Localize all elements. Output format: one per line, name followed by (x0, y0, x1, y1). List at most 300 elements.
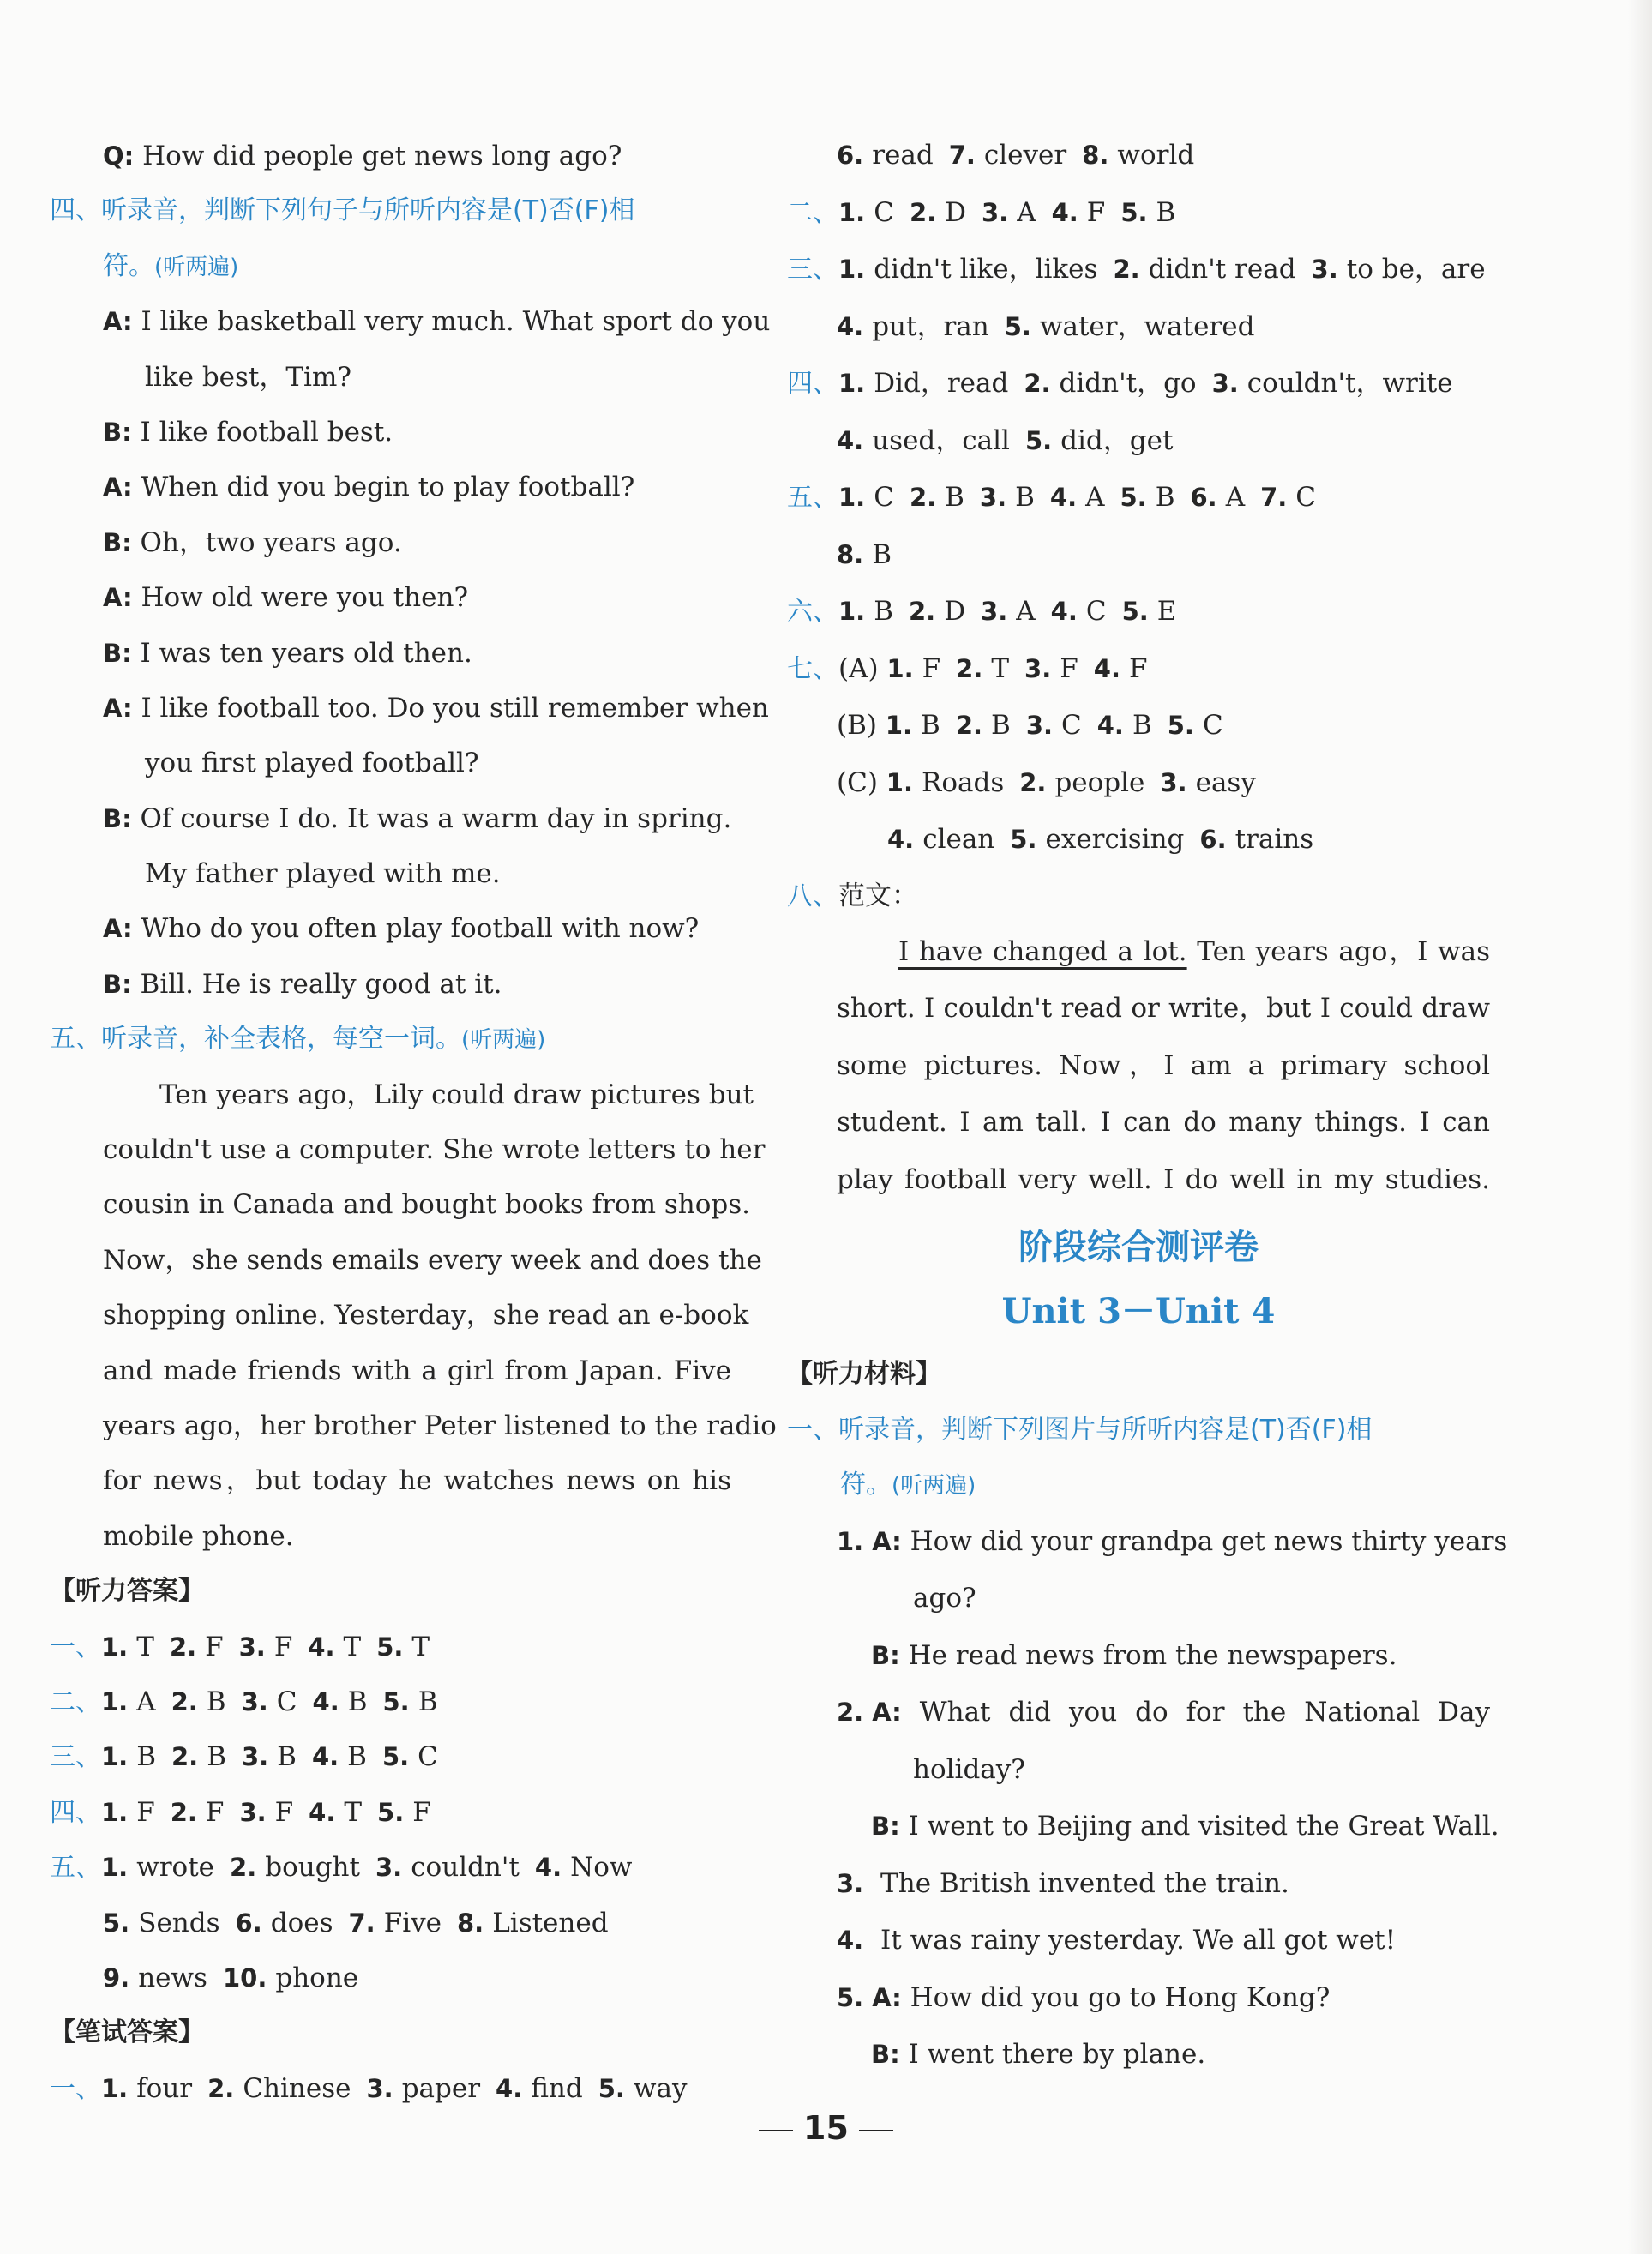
item-number: 8. (1082, 141, 1109, 170)
section-number: 二、 (787, 197, 838, 228)
dialog-line (50, 901, 731, 956)
item-number: 2. (909, 483, 937, 512)
dialog-line (50, 846, 731, 901)
answer-value: B (945, 482, 964, 513)
answer-value: C (874, 482, 894, 513)
answer-value: didn't，go (1059, 368, 1197, 399)
section-number: 四、 (50, 1797, 101, 1828)
item-number: 3. (837, 1868, 864, 1898)
essay-line: play football very well. I do well in my studies. (837, 1163, 1490, 1195)
answer-value: B (277, 1741, 297, 1773)
answer-value: B (991, 710, 1011, 741)
answer-row (787, 355, 1490, 412)
passage-line: years ago，her brother Peter listened to the radio (103, 1410, 777, 1441)
speaker-label: B: (871, 1812, 900, 1842)
listening-item (787, 1798, 1499, 1855)
listening-item (787, 1969, 1490, 2027)
section-number: 四、 (787, 369, 838, 399)
answer-value: trains (1234, 824, 1314, 855)
answer-value: couldn't (411, 1852, 520, 1884)
part-label: (B) (837, 710, 877, 741)
item-number: 3. (1311, 255, 1338, 284)
listening-item (787, 1570, 1490, 1627)
answer-row (787, 469, 1490, 526)
item-text: How did you go to Hong Kong? (901, 1981, 1331, 2013)
speaker-label: A: (872, 1698, 902, 1728)
section-number: 一、 (50, 1632, 101, 1662)
item-number: 7. (1260, 483, 1288, 512)
dialog-line (50, 626, 731, 681)
speaker-label: B: (103, 638, 132, 668)
answer-value: exercising (1045, 824, 1185, 855)
item-number: 3. (238, 1632, 266, 1662)
section-number: 五、 (787, 483, 838, 513)
item-number: 2. (1019, 767, 1047, 797)
item-number: 9. (103, 1962, 130, 1993)
speaker-label: A: (103, 307, 133, 337)
answer-value: people (1054, 766, 1145, 798)
dialog-line (50, 681, 769, 736)
answer-value: B (206, 1686, 226, 1717)
answer-row (787, 241, 1490, 298)
item-number: 1. (101, 1853, 129, 1883)
speaker-label: B: (103, 803, 132, 833)
item-number: 1. (838, 255, 866, 284)
listening-items (787, 1513, 1508, 2083)
answer-value: F (1060, 652, 1078, 684)
answer-row (50, 2061, 731, 2116)
item-number: 4. (1050, 597, 1078, 626)
answer-value: four (136, 2072, 193, 2104)
dialog-line (50, 405, 731, 460)
answer-value: B (347, 1686, 368, 1717)
item-number: 2. (1113, 255, 1140, 284)
answer-value: A (1225, 482, 1246, 513)
answer-value: B (1156, 196, 1176, 228)
answer-row (50, 1620, 731, 1674)
answer-value: Now (570, 1852, 633, 1884)
dialog-line (50, 736, 731, 790)
answer-value: B (1132, 710, 1152, 741)
item-number: 3. (979, 483, 1007, 512)
answer-value: F (274, 1796, 294, 1828)
answer-value: clever (983, 140, 1067, 171)
answer-value: B (1015, 482, 1035, 513)
material-title: 【听力材料】 (787, 1359, 941, 1390)
listening-item (787, 1912, 1490, 1969)
answer-value: B (874, 596, 893, 627)
item-number: 6. (837, 141, 864, 170)
answer-value: D (945, 196, 966, 228)
dialog-line (50, 791, 731, 846)
answer-value: way (633, 2072, 688, 2104)
item-number: 5. (1167, 711, 1194, 740)
item-number: 3. (1024, 653, 1052, 683)
answer-row (787, 640, 1490, 698)
dialog-line (50, 515, 731, 570)
item-number: 3. (366, 2073, 393, 2103)
item-number: 5. (381, 1742, 410, 1772)
answer-row (787, 811, 1490, 869)
answer-value: couldn't，write (1247, 368, 1453, 399)
item-number: 1. (101, 1742, 129, 1772)
essay-first-line: I have changed a lot. Ten years ago，I was (898, 935, 1490, 967)
passage-line: couldn't use a computer. She wrote letters to her (103, 1134, 766, 1166)
item-number: 2. (207, 2073, 235, 2103)
item-number: 3. (239, 1797, 267, 1827)
item-number: 3. (241, 1686, 268, 1716)
answer-row (787, 298, 1490, 356)
listening-item (787, 1741, 1490, 1799)
dialog-text: Oh，two years ago. (131, 526, 402, 558)
answer-value: B (347, 1741, 367, 1773)
answer-row (787, 754, 1490, 812)
item-number: 3. (1211, 369, 1239, 398)
answer-value: C (1295, 482, 1317, 513)
item-number: 3. (981, 597, 1008, 626)
answer-value: didn't read (1148, 254, 1296, 285)
item-number: 1. (101, 2073, 129, 2103)
answer-row (787, 697, 1490, 754)
item-number: 4. (837, 311, 864, 341)
answer-value: world (1117, 140, 1195, 171)
item-number: 2. (171, 1686, 198, 1716)
dialog-text: Bill. He is really good at it. (131, 968, 502, 1000)
answer-value: put，ran (872, 310, 989, 342)
answer-value: Did，read (874, 368, 1009, 399)
speaker-label: A: (872, 1982, 902, 2012)
answer-value: A (1017, 196, 1036, 228)
item-number: 6. (235, 1908, 262, 1938)
item-number: 1. (838, 369, 866, 398)
answer-value: F (1086, 196, 1106, 228)
speaker-label: A: (103, 693, 133, 723)
passage-line: mobile phone. (103, 1520, 294, 1552)
listening-item (787, 2026, 1490, 2083)
item-number: 4. (309, 1797, 336, 1827)
answer-row (50, 1896, 731, 1950)
listening-item (787, 1855, 1490, 1913)
dialog-text: I like basketball very much. What sport do you (132, 306, 771, 338)
written-answers-first (50, 2061, 731, 2116)
answer-value: B (872, 538, 892, 570)
answer-value: T (136, 1631, 154, 1662)
answer-value: clean (922, 824, 995, 855)
answer-value: B (207, 1741, 226, 1773)
dialog-text: Of course I do. It was a warm day in spring. (131, 802, 732, 834)
answer-value: paper (401, 2072, 481, 2104)
dialog-text: My father played with me. (145, 858, 501, 890)
answer-value: F (273, 1631, 293, 1662)
answer-value: wrote (136, 1852, 215, 1884)
answer-value: D (944, 596, 966, 627)
dialog-line (50, 294, 771, 349)
item-number: 5. (837, 1982, 864, 2012)
section-number: 三、 (787, 255, 838, 285)
answer-value: read (872, 140, 934, 171)
answer-value: F (1128, 652, 1148, 684)
item-number: 7. (948, 141, 976, 170)
answer-value: to be，are (1346, 254, 1486, 285)
listening-item (787, 1684, 1490, 1741)
item-number: 5. (1004, 311, 1031, 341)
item-number: 10. (222, 1962, 267, 1993)
answer-value: did，get (1060, 424, 1174, 456)
answer-value: F (205, 1796, 225, 1828)
passage-line: and made friends with a girl from Japan. Five (103, 1355, 731, 1386)
dialog-text: I like football best. (131, 416, 393, 448)
item-number: 7. (348, 1908, 375, 1938)
dialog-line (50, 350, 731, 405)
listening-item (787, 1627, 1490, 1685)
speaker-label: A: (103, 583, 133, 613)
item-number: 4. (496, 2073, 523, 2103)
listening-item (787, 1513, 1508, 1571)
item-number: 4. (312, 1686, 339, 1716)
answer-value: C (418, 1741, 438, 1773)
item-number: 2. (169, 1632, 197, 1662)
answer-value: phone (275, 1962, 359, 1993)
answer-value: C (1061, 710, 1082, 741)
item-number: 1. (101, 1686, 129, 1716)
answer-value: A (1085, 482, 1105, 513)
answer-value: does (270, 1907, 333, 1938)
item-number: 5. (1010, 825, 1037, 854)
speaker-label: B: (871, 1640, 900, 1670)
answer-value: C (1202, 710, 1223, 741)
section-number: 一、 (50, 2073, 101, 2104)
answer-value: E (1156, 596, 1177, 627)
item-number: 5. (1121, 597, 1149, 626)
item-number: 4. (837, 425, 864, 455)
answer-value: Roads (921, 766, 1005, 798)
item-number: 3. (375, 1853, 403, 1883)
item-number: 5. (382, 1686, 410, 1716)
passage-line: cousin in Canada and bought books from shops. (103, 1189, 751, 1221)
speaker-label: B: (871, 2040, 900, 2070)
speaker-label: B: (103, 417, 132, 447)
item-number: 1. (838, 197, 866, 227)
answer-row (787, 184, 1490, 242)
unit-title: Unit 3－Unit 4 (1001, 1291, 1276, 1332)
section-number: 七、 (787, 653, 838, 684)
item-number: 2. (230, 1853, 257, 1883)
part-label: (C) (837, 766, 878, 798)
page-edge-shadow (1628, 0, 1652, 2254)
item-number: 3. (1160, 767, 1187, 797)
section-1-heading-cont: 符。(听两遍) (840, 1470, 976, 1500)
listening-answers (50, 1620, 731, 2006)
answer-value: C (1085, 596, 1107, 627)
item-number: 4. (1051, 197, 1078, 227)
item-number: 1. (886, 767, 913, 797)
item-number: 5. (598, 2073, 625, 2103)
item-text: ago? (913, 1583, 976, 1614)
listening-answers-title: 【听力答案】 (50, 1576, 204, 1607)
answer-value: A (136, 1686, 156, 1717)
section-number: 二、 (50, 1686, 101, 1717)
dialog-line (50, 460, 731, 514)
item-number: 1. (838, 597, 866, 626)
item-number: 3. (1025, 711, 1054, 740)
passage-line: Now，she sends emails every week and does the (103, 1244, 762, 1276)
answer-row (787, 127, 1490, 184)
answer-value: find (531, 2072, 583, 2104)
dialog-text: I like football too. Do you still remember when (132, 692, 769, 724)
item-number: 2. (837, 1698, 864, 1728)
item-number: 1. (837, 1526, 864, 1556)
answer-row (787, 526, 1490, 584)
answer-row (50, 1950, 731, 2005)
item-number: 1. (101, 1797, 129, 1827)
dialog (50, 294, 771, 1012)
q-line: Q: How did people get news long ago? (103, 141, 622, 171)
answer-row (50, 1785, 731, 1840)
item-text: holiday? (913, 1753, 1025, 1785)
item-number: 5. (1024, 425, 1053, 455)
section-5-heading: 五、听录音，补全表格，每空一词。(听两遍) (50, 1024, 546, 1055)
answer-row (50, 1729, 731, 1784)
section-8-heading: 八、范文： (787, 880, 918, 911)
answer-value: Five (383, 1907, 442, 1938)
dialog-line (50, 570, 731, 625)
item-text: The British invented the train. (872, 1867, 1289, 1899)
answer-value: used，call (872, 424, 1010, 456)
item-text: It was rainy yesterday. We all got wet! (872, 1925, 1397, 1956)
item-number: 4. (1093, 653, 1120, 683)
item-number: 1. (101, 1632, 129, 1662)
item-number: 5. (1120, 197, 1148, 227)
stage-title: 阶段综合测评卷 (1018, 1228, 1259, 1268)
item-number: 2. (171, 1742, 199, 1772)
speaker-label: A: (103, 914, 133, 944)
answer-value: T (411, 1631, 430, 1662)
item-number: 8. (837, 539, 864, 569)
essay-line: short. I couldn't read or write，but I could draw (837, 993, 1490, 1025)
item-text: I went there by plane. (899, 2039, 1206, 2071)
item-number: 1. (886, 653, 914, 683)
speaker-label: B: (103, 527, 132, 557)
item-number: 2. (908, 597, 936, 626)
answer-row (787, 412, 1490, 470)
part-label: (A) (838, 652, 879, 684)
passage (50, 1067, 777, 1565)
answer-value: F (136, 1796, 155, 1828)
dialog-text: When did you begin to play football? (132, 472, 635, 503)
dialog-text: Who do you often play football with now? (132, 913, 700, 945)
answer-value: F (922, 652, 941, 684)
item-number: 2. (955, 711, 983, 740)
section-4-heading-cont: 符。(听两遍) (103, 250, 239, 281)
dialog-text: I was ten years old then. (131, 637, 472, 669)
section-number: 六、 (787, 597, 838, 627)
page-number: 15 (0, 2109, 1652, 2147)
item-number: 4. (1049, 483, 1078, 512)
left-column (50, 129, 777, 2116)
item-number: 2. (956, 653, 983, 683)
section-number: 三、 (50, 1742, 101, 1773)
answer-value: Listened (492, 1907, 609, 1938)
item-number: 2. (1024, 369, 1051, 398)
dialog-line (50, 957, 731, 1012)
answer-value: T (344, 1796, 363, 1828)
item-number: 3. (241, 1742, 269, 1772)
dialog-text: How old were you then? (132, 582, 469, 614)
answer-value: easy (1195, 766, 1256, 798)
answer-row (50, 1840, 731, 1895)
item-number: 1. (885, 711, 913, 740)
answer-value: C (276, 1686, 297, 1717)
answer-value: B (921, 710, 940, 741)
item-number: 5. (377, 1797, 405, 1827)
right-column (787, 127, 1508, 2083)
item-number: 8. (456, 1908, 484, 1938)
answer-value: bought (265, 1852, 360, 1884)
answer-value: T (991, 652, 1010, 684)
item-number: 4. (1096, 711, 1124, 740)
speaker-label: B: (103, 969, 132, 999)
section-4-heading: 四、听录音，判断下列句子与所听内容是(T)否(F)相 (50, 195, 635, 226)
passage-line: Ten years ago，Lily could draw pictures but (159, 1079, 754, 1110)
item-number: 1. (838, 483, 866, 512)
speaker-label: A: (872, 1526, 902, 1556)
item-text: I went to Beijing and visited the Great Wall. (899, 1811, 1499, 1842)
dash-left (759, 2130, 793, 2131)
answer-value: Sends (138, 1907, 220, 1938)
section-number: 五、 (50, 1853, 101, 1884)
dialog-text: like best，Tim? (145, 361, 351, 393)
item-number: 3. (982, 197, 1009, 227)
answer-value: water，watered (1039, 310, 1255, 342)
answer-value: Chinese (243, 2072, 351, 2104)
item-number: 6. (1199, 825, 1227, 854)
section-1-heading: 一、听录音，判断下列图片与所听内容是(T)否(F)相 (787, 1414, 1373, 1445)
passage-line: for news，but today he watches news on his (103, 1465, 731, 1497)
speaker-label: A: (103, 472, 133, 502)
item-text: How did your grandpa get news thirty years (901, 1525, 1508, 1557)
item-number: 4. (308, 1632, 335, 1662)
answer-value: B (136, 1741, 156, 1773)
answer-value: F (412, 1796, 431, 1828)
essay-line: student. I am tall. I can do many things. I can (837, 1107, 1490, 1139)
answer-row (787, 583, 1490, 640)
item-text: He read news from the newspapers. (899, 1639, 1397, 1671)
answer-value: F (205, 1631, 224, 1662)
essay (787, 980, 1490, 1208)
answer-row (50, 1674, 731, 1729)
item-number: 4. (887, 825, 915, 854)
answer-value: C (874, 196, 894, 228)
item-number: 2. (909, 197, 937, 227)
answer-value: didn't like，likes (874, 254, 1098, 285)
item-number: 4. (837, 1926, 864, 1956)
item-number: 4. (311, 1742, 339, 1772)
passage-line: shopping online. Yesterday，she read an e-book (103, 1300, 749, 1331)
answer-value: T (343, 1631, 362, 1662)
item-number: 5. (376, 1632, 404, 1662)
dash-right (859, 2130, 893, 2131)
written-answers-cont (787, 127, 1490, 869)
answer-value: B (1155, 482, 1175, 513)
answer-value: A (1016, 596, 1036, 627)
answer-value: news (138, 1962, 207, 1993)
written-answers-title: 【笔试答案】 (50, 2017, 204, 2048)
item-number: 2. (170, 1797, 197, 1827)
item-number: 6. (1190, 483, 1217, 512)
essay-title: I have changed a lot. (898, 935, 1187, 967)
item-number: 5. (103, 1908, 130, 1938)
item-text: What did you do for the National Day (901, 1697, 1490, 1728)
